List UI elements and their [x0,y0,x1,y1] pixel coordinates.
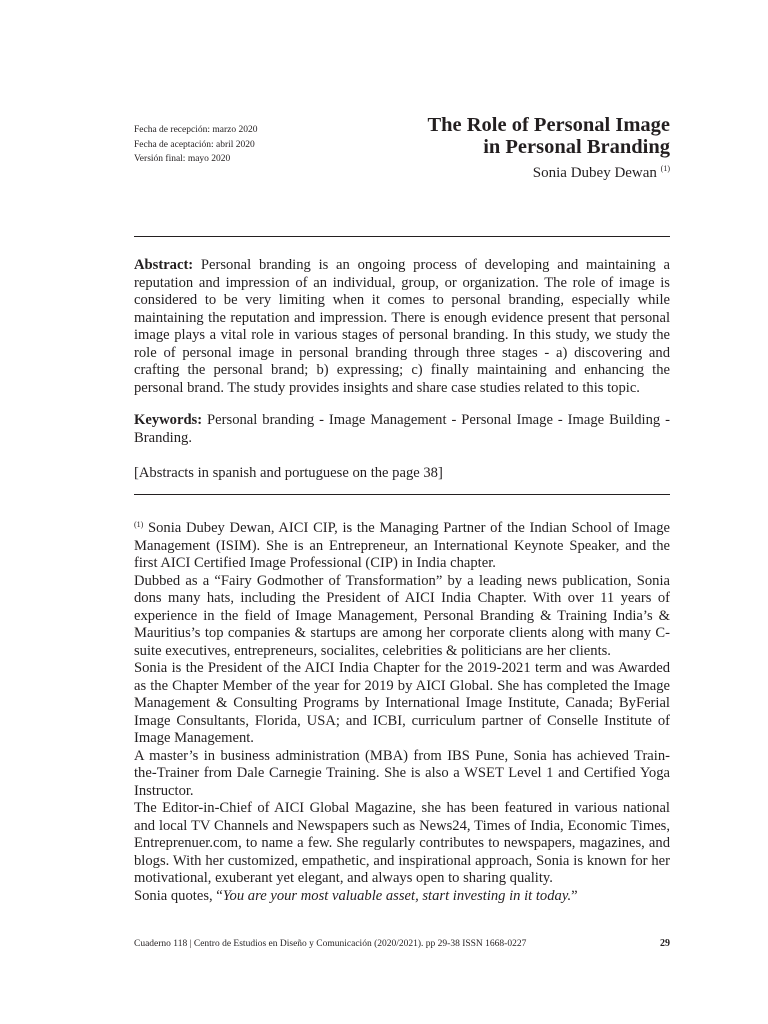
abstract-label: Abstract: [134,257,194,273]
page-number: 29 [660,938,670,949]
accepted-date: Fecha de aceptación: abril 2020 [134,139,255,150]
abstract-text: Personal branding is an ongoing process of developing and maintaining a reputation and impression of an individual, group, or organization. The role of image is considered to be very limiting when it comes to personal branding, especially while maintaining the reputation and impression. There is enough evidence present that personal image plays a vital role in various stages of personal branding. In this study, we study the role of personal image in personal branding through three stages - a) discovering and crafting the personal brand; b) expressing; c) finally maintaining and enhancing the personal brand. The study provides insights and share case studies related to this topic. [134,257,670,396]
abstract [134,257,670,397]
divider-top [134,236,670,237]
page-footer [134,938,670,950]
bio-paragraph-4: A master’s in business administration (MBA) from IBS Pune, Sonia has achieved Train-the-Trainer from Dale Carnegie Training. She is also a WSET Level 1 and Certified Yoga Instructor. [134,747,670,799]
bio-quote: You are your most valuable asset, start investing in it today. [222,887,572,904]
keywords [134,412,670,447]
received-date: Fecha de recepción: marzo 2020 [134,125,258,135]
author-bio [134,516,670,905]
author-note-marker: (1) [660,164,670,173]
bio-paragraph-1: $^{(1)}$ Sonia Dubey Dewan, AICI CIP, is the Managing Partner of the Indian School of Image Management (ISIM). She is an Entrepreneur, an International Keynote Speaker, and the first AICI Certified Image Professional (CIP) in India chapter. [134,520,670,571]
bio-quote-line: Sonia quotes, “You are your most valuable asset, start investing in it today.” [134,887,578,904]
title-block [427,114,670,183]
abstracts-note: [Abstracts in spanish and portuguese on the page 38] [134,465,443,481]
author-line [427,159,670,183]
keywords-label: Keywords: [134,412,203,428]
author-name: Sonia Dubey Dewan [532,165,657,181]
title-line-2: in Personal Branding [483,136,670,158]
footer-citation: Cuaderno 118 | Centro de Estudios en Diseño y Comunicación (2020/2021). pp 29-38 ISSN 1668-0227 [134,939,527,949]
bio-note-marker: (1) [134,520,144,529]
bio-paragraph-2: Dubbed as a “Fairy Godmother of Transformation” by a leading news publication, Sonia dons many hats, including the President of AICI India Chapter. With over 11 years of experience in the field of Image Management, Personal Branding & Training India’s & Mauritius’s top companies & startups are among her corporate clients along with many C-suite executives, entrepreneurs, socialites, celebrities & politicians are her clients. [134,572,670,659]
bio-paragraph-3: Sonia is the President of the AICI India Chapter for the 2019-2021 term and was Awarded as the Chapter Member of the year for 2019 by AICI Global. She has completed the Image Management & Consulting Programs by International Image Institute, Canada; ByFerial Image Consultants, Florida, USA; and ICBI, curriculum partner of Conselle Institute of Image Management. [134,660,670,746]
title-line-1: The Role of Personal Image [427,114,670,136]
divider-bottom [134,494,670,495]
article-title [427,114,670,158]
final-version-date: Versión final: mayo 2020 [134,154,231,164]
bio-paragraph-5: The Editor-in-Chief of AICI Global Magazine, she has been featured in various national and local TV Channels and Newspapers such as News24, Times of India, Economic Times, Entreprenuer.com, to name a few. She regularly contributes to newspapers, magazines, and blogs. With her customized, empathetic, and inspirational approach, Sonia is known for her motivational, exuberant yet elegant, and always open to sharing quality. [134,800,670,886]
keywords-text: Personal branding - Image Management - Personal Image - Image Building - Branding. [134,412,670,446]
article-dates [134,123,257,167]
